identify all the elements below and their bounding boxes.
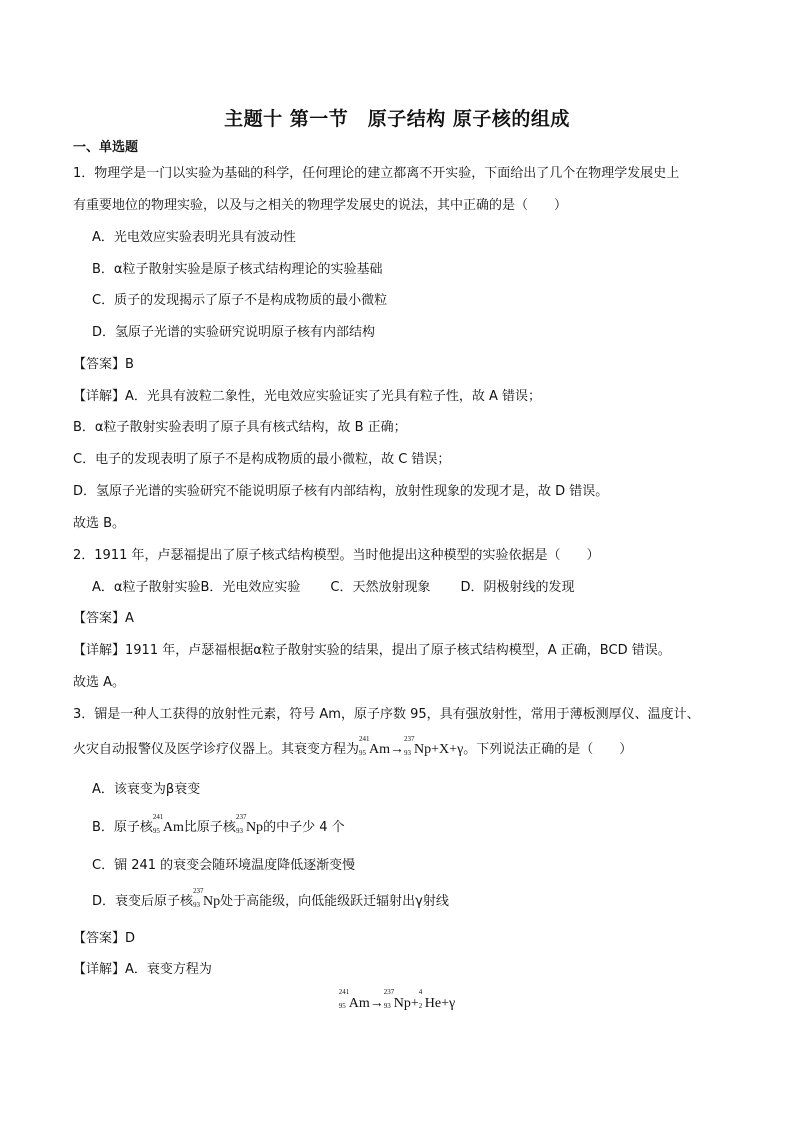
- nuclide-am-241-b: 241 95 Am: [152, 813, 184, 835]
- q3-answer: 【答案】D: [73, 931, 136, 946]
- nuclide-am-241: 241 95 Am: [359, 735, 391, 757]
- q2-answer: 【答案】A: [73, 611, 134, 626]
- q1-explanation-1: 【详解】A．光具有波粒二象性，光电效应实验证实了光具有粒子性，故 A 错误；: [73, 389, 542, 404]
- q1-option-b: B．α粒子散射实验是原子核式结构理论的实验基础: [92, 262, 383, 277]
- q2-option-b: B．光电效应实验: [200, 580, 301, 595]
- q1-option-c: C．质子的发现揭示了原子不是构成物质的最小微粒: [92, 293, 388, 308]
- q1-explanation-2: B．α粒子散射实验表明了原子具有核式结构，故 B 正确；: [73, 420, 407, 435]
- nuclide-np-237-d: 237 93 Np: [193, 887, 221, 909]
- q1-option-d: D．氢原子光谱的实验研究说明原子核有内部结构: [92, 325, 376, 340]
- q2-option-c: C．天然放射现象: [330, 580, 431, 595]
- q3-stem-line2-suffix: 。下列说法正确的是（ ）: [463, 742, 633, 757]
- q1-explanation-3: C．电子的发现表明了原子不是构成物质的最小微粒，故 C 错误；: [73, 452, 451, 467]
- q1-answer: 【答案】B: [73, 357, 134, 372]
- q3-option-b: B．原子核 241 95 Am比原子核 237 93 Np的中子少 4 个: [92, 813, 345, 835]
- q3-option-c: C．镅 241 的衰变会随环境温度降低逐渐变慢: [92, 858, 356, 873]
- q1-stem-line2: 有重要地位的物理实验，以及与之相关的物理学发展史的说法，其中正确的是（ ）: [73, 198, 568, 213]
- q2-option-d: D．阴极射线的发现: [460, 580, 575, 595]
- q2-stem: 2．1911 年，卢瑟福提出了原子核式结构模型。当时他提出这种模型的实验依据是（ ）: [73, 548, 600, 563]
- q3-stem-line2: [73, 735, 633, 759]
- q2-conclusion: 故选 A。: [73, 675, 126, 690]
- q3-decay-equation-inline: 241 95 Am→ 237 93 Np+X+γ: [359, 735, 464, 757]
- page-title: 主题十 第一节 原子结构 原子核的组成: [224, 108, 570, 130]
- q2-explanation-1: 【详解】1911 年，卢瑟福根据α粒子散射实验的结果，提出了原子核式结构模型，A 正确，BCD 错误。: [73, 643, 671, 658]
- q2-options-row: [92, 579, 574, 597]
- q1-explanation-4: D．氢原子光谱的实验研究不能说明原子核有内部结构，放射性现象的发现才是，故 D 错误。: [73, 484, 609, 499]
- q3-explanation-1: 【详解】A．衰变方程为: [73, 962, 212, 977]
- nuclide-he-4-eq: 4 2 He: [418, 988, 442, 1011]
- nuclide-am-241-eq: 241 95 Am: [338, 988, 370, 1011]
- nuclide-np-237: 237 93 Np: [404, 735, 432, 757]
- q2-option-a: A．α粒子散射实验: [92, 580, 201, 595]
- q3-option-d: D．衰变后原子核 237 93 Np处于高能级，向低能级跃迁辐射出γ射线: [92, 887, 449, 909]
- q3-decay-equation-display: 241 95 Am→ 237 93 Np+ 4 2 He+γ: [0, 994, 794, 1014]
- q3-stem-line1: 3．镅是一种人工获得的放射性元素，符号 Am，原子序数 95，具有强放射性，常用于薄板测厚仪、温度计、: [73, 707, 700, 722]
- nuclide-np-237-b: 237 93 Np: [235, 813, 264, 835]
- q3-option-a: A．该衰变为β衰变: [92, 782, 201, 797]
- q1-conclusion: 故选 B。: [73, 516, 126, 531]
- q3-stem-line2-prefix: 火灾自动报警仪及医学诊疗仪器上。其衰变方程为: [73, 742, 360, 757]
- nuclide-np-237-eq: 237 93 Np: [383, 988, 411, 1011]
- q1-option-a: A．光电效应实验表明光具有波动性: [92, 230, 296, 245]
- arrow-symbol: →: [390, 742, 405, 757]
- q1-stem-line1: 1．物理学是一门以实验为基础的科学，任何理论的建立都离不开实验，下面给出了几个在物理学发展史上: [73, 166, 680, 181]
- arrow-symbol: →: [369, 996, 384, 1011]
- section-heading: 一、单选题: [73, 140, 139, 155]
